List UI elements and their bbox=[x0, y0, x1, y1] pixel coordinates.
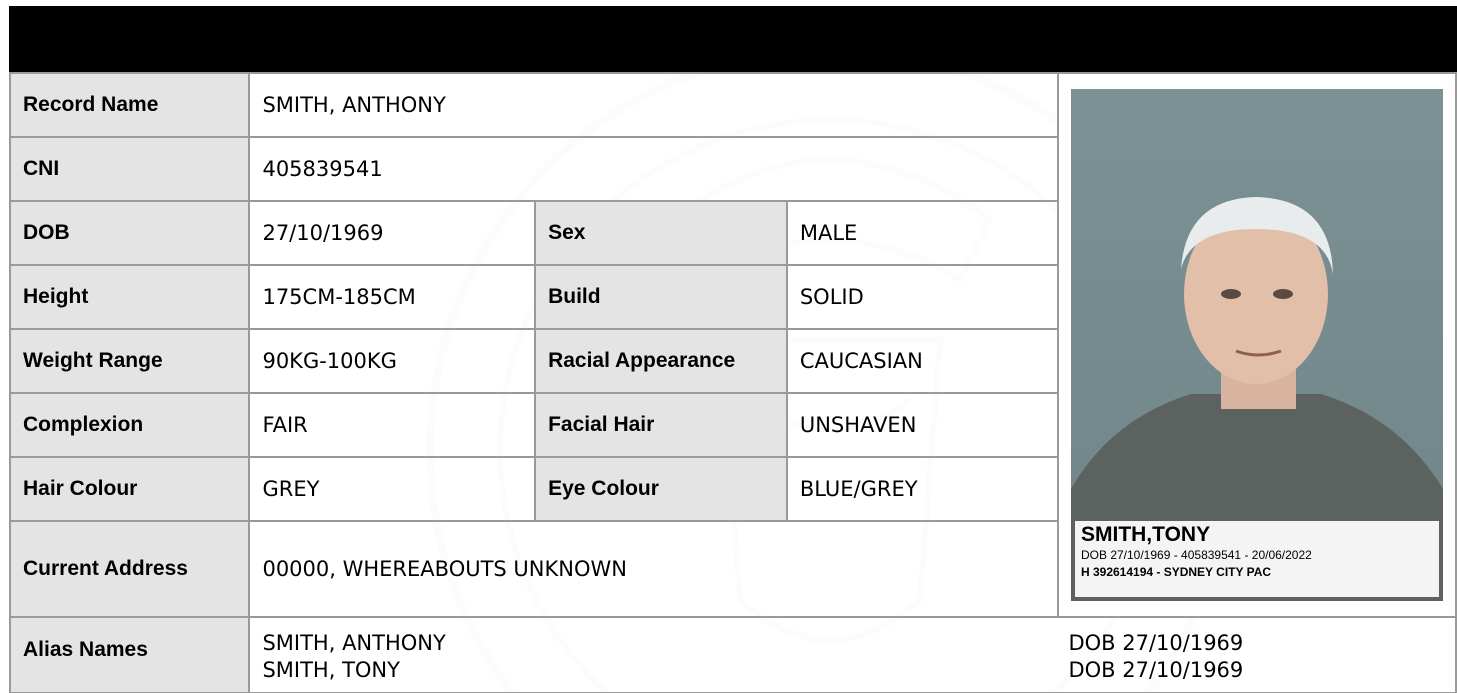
record-name-label: Record Name bbox=[10, 73, 249, 137]
facial-hair-value: UNSHAVEN bbox=[787, 393, 1058, 457]
cni-label: CNI bbox=[10, 137, 249, 201]
alias-dob-list bbox=[1068, 630, 1243, 684]
dob-value: 27/10/1969 bbox=[249, 201, 535, 265]
height-label: Height bbox=[10, 265, 249, 329]
complexion-label: Complexion bbox=[10, 393, 249, 457]
sex-label: Sex bbox=[535, 201, 787, 265]
weight-value: 90KG-100KG bbox=[249, 329, 535, 393]
caption-location-line: H 392614194 - SYDNEY CITY PAC bbox=[1080, 565, 1272, 579]
facial-hair-label: Facial Hair bbox=[535, 393, 787, 457]
complexion-value: FAIR bbox=[249, 393, 535, 457]
height-value: 175CM-185CM bbox=[249, 265, 535, 329]
record-table bbox=[9, 72, 1457, 693]
alias-dob-2: DOB 27/10/1969 bbox=[1068, 658, 1244, 682]
record-name-value: SMITH, ANTHONY bbox=[249, 73, 1058, 137]
sex-value: MALE bbox=[787, 201, 1058, 265]
alias-name-1: SMITH, ANTHONY bbox=[262, 631, 446, 655]
caption-name: SMITH,TONY bbox=[1080, 523, 1211, 546]
row-record-name bbox=[10, 73, 1456, 137]
build-label: Build bbox=[535, 265, 787, 329]
header-bar bbox=[9, 6, 1457, 72]
address-label: Current Address bbox=[10, 521, 249, 617]
eye-colour-value: BLUE/GREY bbox=[787, 457, 1058, 521]
cni-value: 405839541 bbox=[249, 137, 1058, 201]
build-value: SOLID bbox=[787, 265, 1058, 329]
photo-cell bbox=[1058, 73, 1456, 617]
alias-names-label: Alias Names bbox=[10, 617, 249, 693]
racial-value: CAUCASIAN bbox=[787, 329, 1058, 393]
dob-label: DOB bbox=[10, 201, 249, 265]
address-value: 00000, WHEREABOUTS UNKNOWN bbox=[249, 521, 1058, 617]
hair-colour-value: GREY bbox=[249, 457, 535, 521]
racial-label: Racial Appearance bbox=[535, 329, 787, 393]
caption-dob-line: DOB 27/10/1969 - 405839541 - 20/06/2022 bbox=[1080, 548, 1312, 562]
alias-dob-1: DOB 27/10/1969 bbox=[1068, 631, 1244, 655]
alias-name-2: SMITH, TONY bbox=[262, 658, 400, 682]
hair-colour-label: Hair Colour bbox=[10, 457, 249, 521]
row-aliases bbox=[10, 617, 1456, 693]
alias-names-cell bbox=[249, 617, 1456, 693]
weight-label: Weight Range bbox=[10, 329, 249, 393]
photo-caption bbox=[1075, 521, 1439, 597]
alias-list bbox=[262, 630, 1443, 684]
mugshot-photo bbox=[1071, 89, 1443, 601]
eye-colour-label: Eye Colour bbox=[535, 457, 787, 521]
